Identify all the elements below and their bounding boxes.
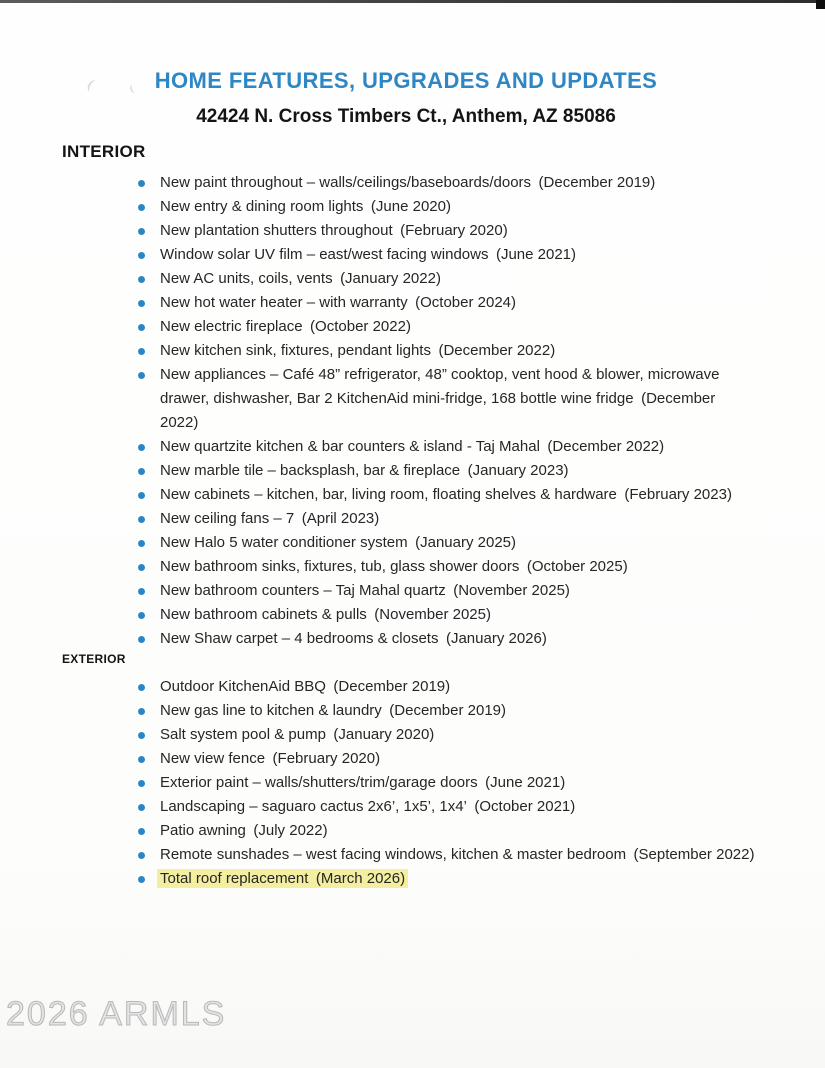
list-item (160, 363, 755, 435)
list-item (160, 843, 755, 867)
item-text: Patio awning (July 2022) (160, 822, 328, 839)
item-text: New paint throughout – walls/ceilings/baseboards/doors (December 2019) (160, 174, 656, 191)
list-item (160, 723, 755, 747)
list-item (160, 291, 755, 315)
item-text: Outdoor KitchenAid BBQ (December 2019) (160, 678, 451, 695)
item-text: New AC units, coils, vents (January 2022) (160, 270, 441, 287)
section-heading-exterior: EXTERIOR (62, 652, 126, 666)
section-exterior (0, 652, 825, 891)
item-text: Window solar UV film – east/west facing windows (June 2021) (160, 246, 577, 263)
item-text: New hot water heater – with warranty (October 2024) (160, 294, 516, 311)
item-text: Exterior paint – walls/shutters/trim/garage doors (June 2021) (160, 774, 566, 791)
list-item (160, 819, 755, 843)
section-heading-interior: INTERIOR (62, 142, 146, 161)
list-item (160, 171, 755, 195)
list-item (160, 795, 755, 819)
list-item (160, 315, 755, 339)
list-item (160, 603, 755, 627)
item-text: New ceiling fans – 7 (April 2023) (160, 510, 380, 527)
item-text: Landscaping – saguaro cactus 2x6’, 1x5’, 1x4’ (October 2021) (160, 798, 576, 815)
list-item (160, 195, 755, 219)
list-item (160, 579, 755, 603)
list-item (160, 219, 755, 243)
scan-corner-artifact (816, 0, 825, 9)
interior-item-list (0, 171, 825, 651)
item-text: New quartzite kitchen & bar counters & island - Taj Mahal (December 2022) (160, 438, 665, 455)
list-item (160, 507, 755, 531)
property-address: 42424 N. Cross Timbers Ct., Anthem, AZ 85086 (196, 106, 616, 127)
item-text: New entry & dining room lights (June 2020) (160, 198, 451, 215)
list-item (160, 531, 755, 555)
list-item (160, 867, 755, 891)
highlighted-item-text: Total roof replacement (March 2026) (157, 869, 408, 888)
item-text: New electric fireplace (October 2022) (160, 318, 411, 335)
item-text: New kitchen sink, fixtures, pendant lights (December 2022) (160, 342, 556, 359)
item-text: New Shaw carpet – 4 bedrooms & closets (January 2026) (160, 630, 547, 647)
list-item (160, 771, 755, 795)
page-title: HOME FEATURES, UPGRADES AND UPDATES (154, 68, 658, 93)
item-text: New appliances – Café 48” refrigerator, 48” cooktop, vent hood & blower, microwave drawer, dishwasher, Bar 2 KitchenAid mini-fridge, 168 bottle wine fridge (December 2022) (160, 366, 720, 431)
list-item (160, 243, 755, 267)
item-text: New view fence (February 2020) (160, 750, 381, 767)
item-text: New bathroom sinks, fixtures, tub, glass shower doors (October 2025) (160, 558, 628, 575)
list-item (160, 267, 755, 291)
item-text: Remote sunshades – west facing windows, kitchen & master bedroom (September 2022) (160, 846, 755, 863)
list-item (160, 627, 755, 651)
item-text: New marble tile – backsplash, bar & fireplace (January 2023) (160, 462, 569, 479)
list-item (160, 339, 755, 363)
list-item (160, 699, 755, 723)
section-interior (0, 142, 825, 651)
item-text: Salt system pool & pump (January 2020) (160, 726, 435, 743)
item-text: New bathroom counters – Taj Mahal quartz (November 2025) (160, 582, 570, 599)
list-item (160, 435, 755, 459)
exterior-item-list (0, 675, 825, 891)
armls-watermark: 2026 ARMLS (6, 995, 227, 1033)
list-item (160, 483, 755, 507)
item-text: New cabinets – kitchen, bar, living room, floating shelves & hardware (February 2023) (160, 486, 732, 503)
item-text: New Halo 5 water conditioner system (January 2025) (160, 534, 516, 551)
list-item (160, 675, 755, 699)
scan-edge-artifact (0, 0, 825, 3)
item-text: New bathroom cabinets & pulls (November 2025) (160, 606, 491, 623)
item-text: New plantation shutters throughout (February 2020) (160, 222, 508, 239)
item-text: New gas line to kitchen & laundry (December 2019) (160, 702, 507, 719)
list-item (160, 747, 755, 771)
list-item (160, 459, 755, 483)
list-item (160, 555, 755, 579)
